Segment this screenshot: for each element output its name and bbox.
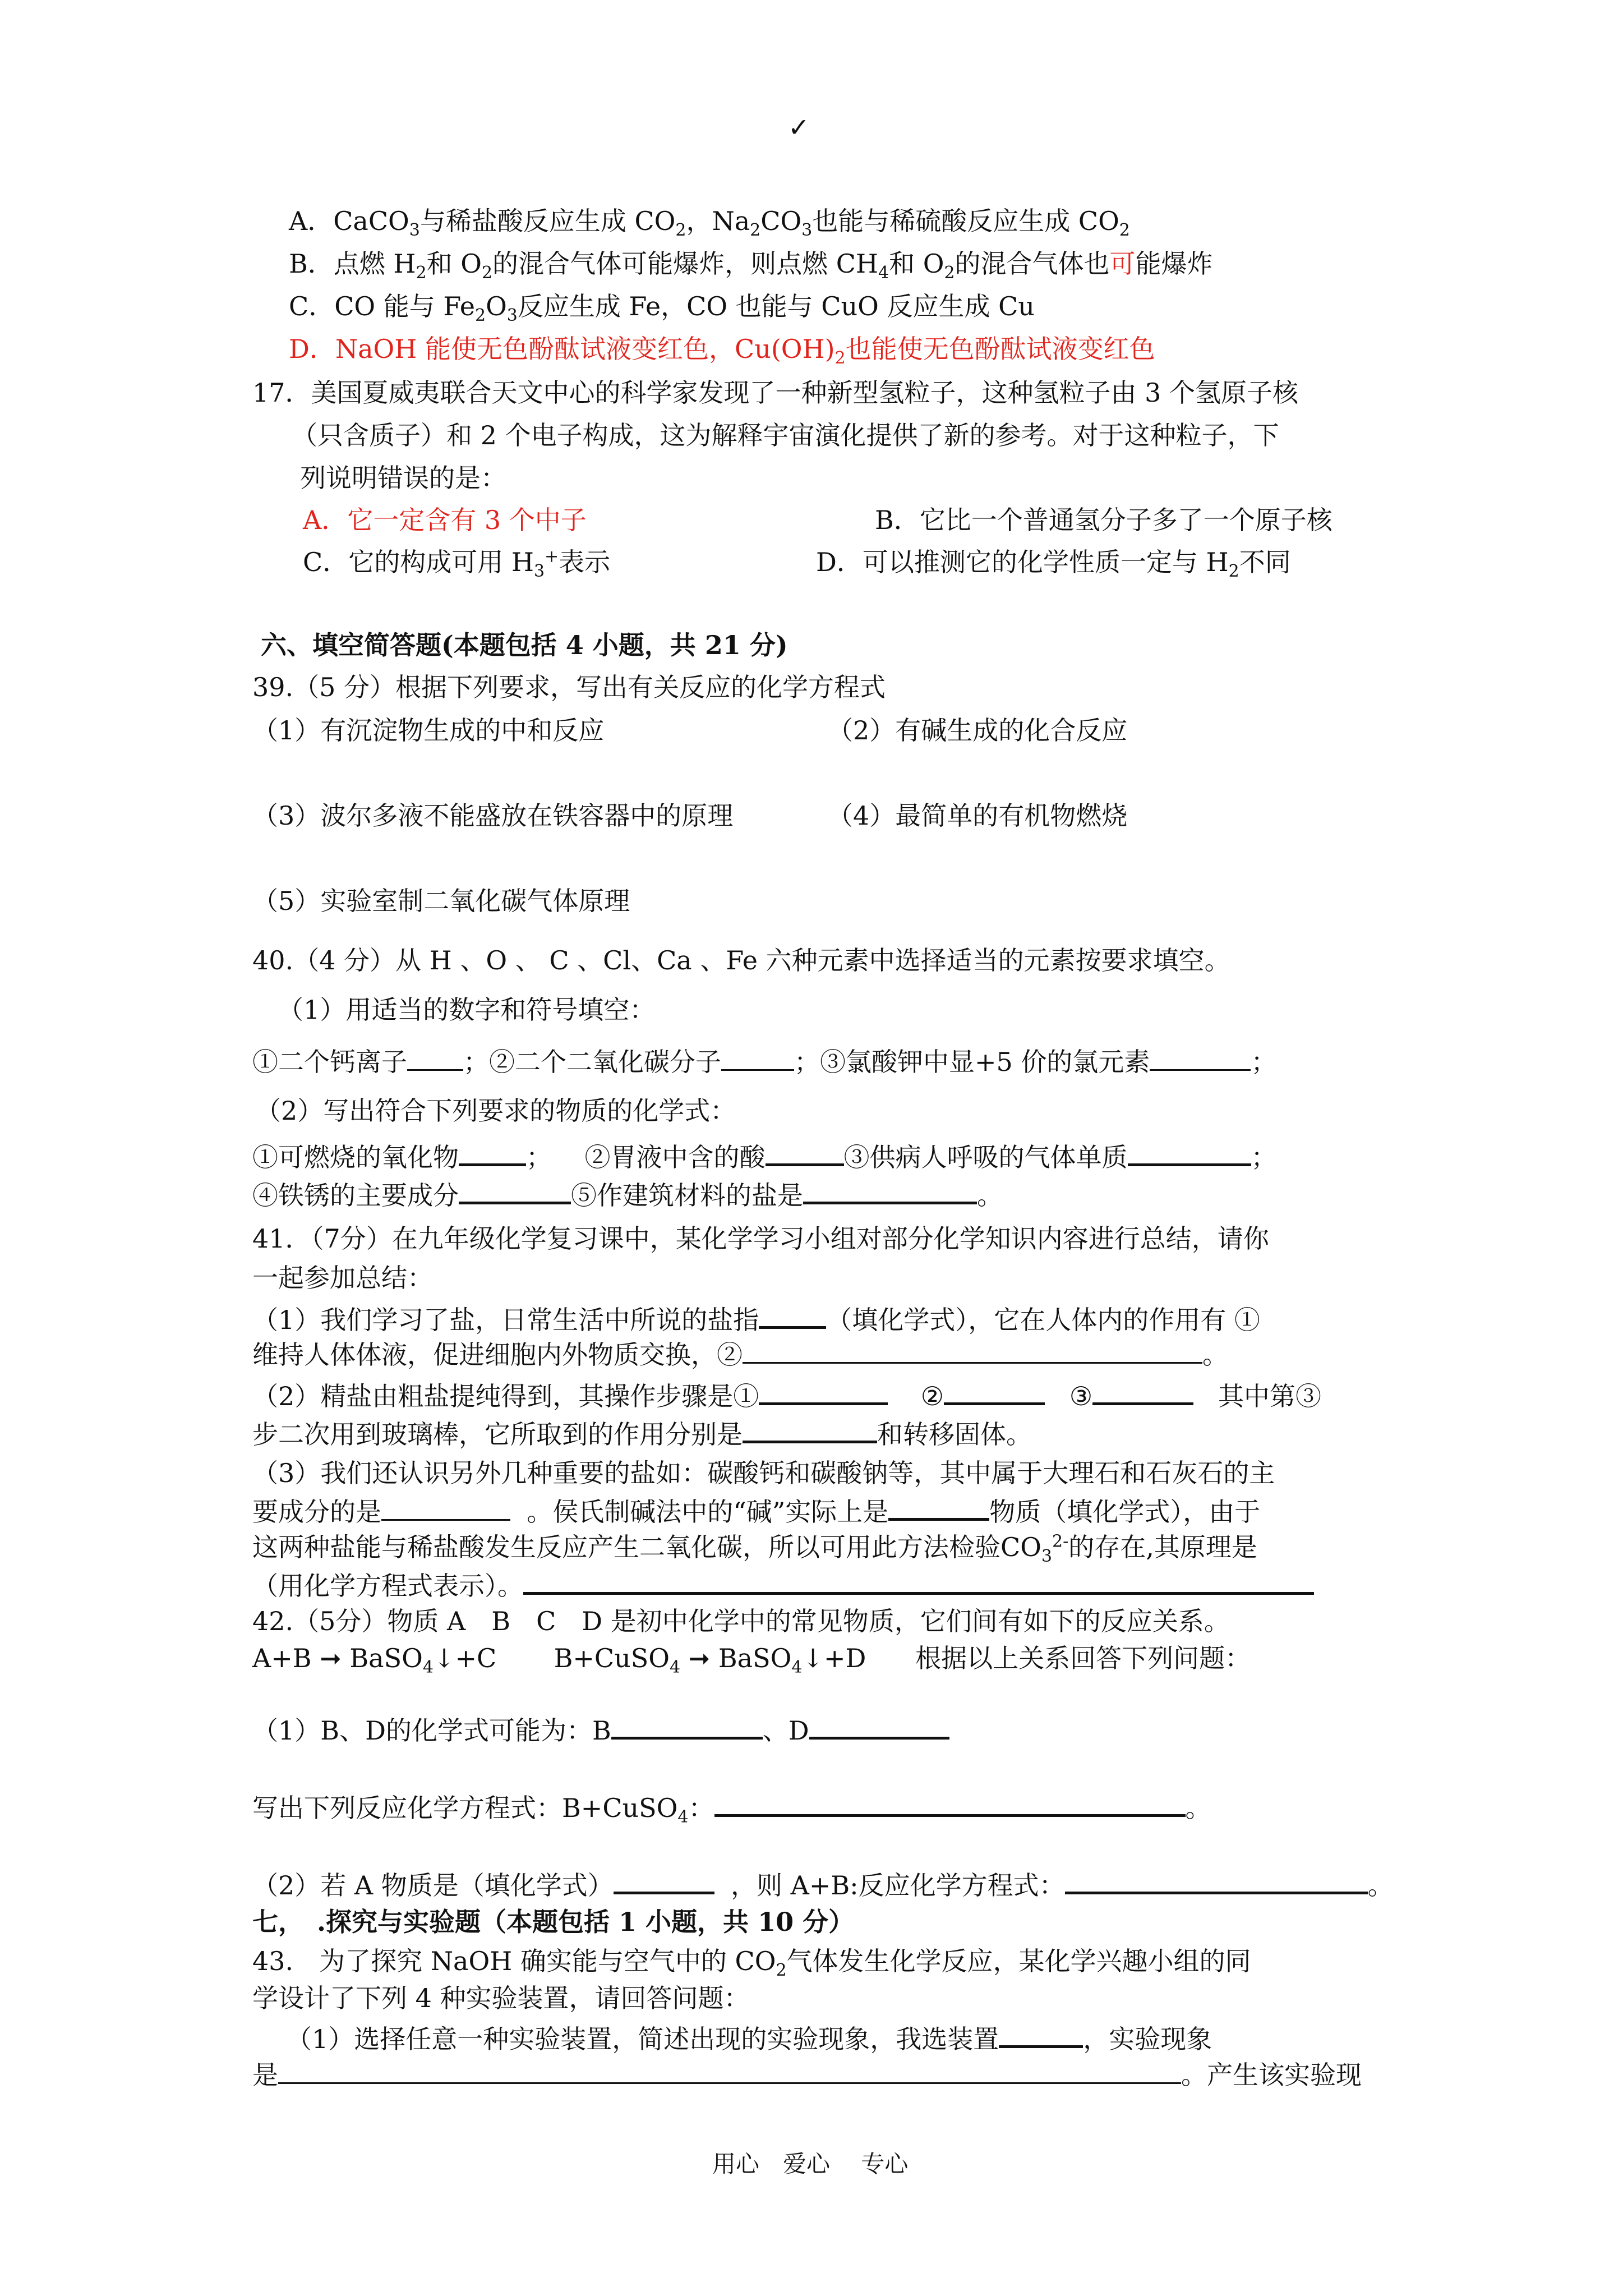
q41-stem-2: 一起参加总结：	[252, 1263, 433, 1293]
q16-option-d: D．NaOH 能使无色酚酞试液变红色，$Cu(OH)_2$也能使无色酚酞试液变红色	[289, 334, 1155, 369]
q39-part-5: （5）实验室制二氧化碳气体原理	[252, 886, 630, 916]
q40-sub-1: （1）用适当的数字和符号填空：	[278, 995, 656, 1025]
q42-part-2: （2）若 A 物质是（填化学式） ，则 A+B:反应化学方程式： 。	[252, 1867, 1394, 1902]
page-footer: 用心 爱心 专心	[712, 2150, 909, 2178]
q39-part-1: （1）有沉淀物生成的中和反应	[252, 715, 605, 746]
q41-part-3b: 要成分的是 。侯氏制碱法中的“碱”实际上是 物质（填化学式），由于	[252, 1493, 1260, 1529]
answer-blank[interactable]	[803, 1177, 977, 1204]
answer-blank[interactable]	[999, 2021, 1083, 2048]
q43-line-2: 学设计了下列 4 种实验装置，请回答问题：	[252, 1983, 750, 2013]
answer-blank[interactable]	[614, 1867, 714, 1894]
answer-blank[interactable]	[809, 1712, 949, 1740]
q43-line-3: （1）选择任意一种实验装置，简述出现的实验现象，我选装置 ，实验现象	[286, 2021, 1212, 2056]
q41-part-1a: （1）我们学习了盐，日常生活中所说的盐指 （填化学式），它在人体内的作用有 ①	[252, 1301, 1260, 1337]
answer-blank[interactable]	[944, 1378, 1045, 1405]
section-6-heading: 六、填空简答题(本题包括 4 小题，共 21 分)	[261, 630, 788, 660]
answer-blank[interactable]	[743, 1337, 1202, 1364]
q42-stem: 42.（5分）物质 A B C D 是初中化学中的常见物质，它们间有如下的反应关系。	[252, 1606, 1230, 1636]
q17-option-d: D．可以推测它的化学性质一定与 $H_2$不同	[816, 547, 1291, 582]
q16-option-b: B．点燃 $H_2$和 $O_2$的混合气体可能爆炸，则点燃 $CH_4$和 $O_2$的混合气体也可能爆炸	[289, 249, 1213, 283]
q41-stem-1: 41．（7分）在九年级化学复习课中，某化学学习小组对部分化学知识内容进行总结，请你	[252, 1223, 1269, 1254]
answer-blank[interactable]	[1092, 1378, 1193, 1405]
q17-option-b: B．它比一个普通氢分子多了一个原子核	[875, 505, 1332, 535]
answer-blank[interactable]	[743, 1416, 877, 1443]
answer-blank[interactable]	[888, 1493, 989, 1521]
q17-stem-2: （只含质子）和 2 个电子构成，这为解释宇宙演化提供了新的参考。对于这种粒子，下	[292, 420, 1279, 450]
answer-blank[interactable]	[759, 1301, 826, 1329]
check-mark: ✓	[788, 112, 810, 142]
answer-blank[interactable]	[459, 1139, 526, 1166]
q41-part-3a: （3）我们还认识另外几种重要的盐如：碳酸钙和碳酸钠等，其中属于大理石和石灰石的主	[252, 1458, 1275, 1488]
q16-option-a: A．CaCO$_3$与稀盐酸反应生成 $CO_2$，$Na_2CO_3$也能与稀硫酸反应生成 $CO_2$	[289, 206, 1130, 241]
section-7-heading: 七， .探究与实验题（本题包括 1 小题，共 10 分）	[252, 1907, 855, 1937]
answer-blank[interactable]	[1150, 1045, 1251, 1071]
q16-option-c: C．CO 能与 $Fe_2O_3$反应生成 Fe，CO 也能与 CuO 反应生成 Cu	[289, 291, 1035, 326]
q17-option-c: C．它的构成可用 $H_3^+$表示	[303, 546, 611, 582]
q40-sub-2: （2）写出符合下列要求的物质的化学式：	[255, 1096, 736, 1126]
q40-line-3: ④铁锈的主要成分 ⑤作建筑材料的盐是 。	[252, 1177, 1003, 1212]
q39-part-4: （4）最简单的有机物燃烧	[827, 800, 1128, 831]
q39-part-3: （3）波尔多液不能盛放在铁容器中的原理	[252, 800, 734, 831]
answer-blank[interactable]	[407, 1045, 463, 1071]
answer-blank[interactable]	[766, 1139, 844, 1166]
q43-line-4: 是 。产生该实验现	[252, 2058, 1362, 2092]
q42-reactions: A+B ➞ BaSO$_4$↓+C B+CuSO$_4$ ➞ BaSO$_4$↓+D 根据以上关系回答下列问题：	[252, 1643, 1251, 1678]
q41-part-3c: 这两种盐能与稀盐酸发生反应产生二氧化碳，所以可用此方法检验$CO_3^{2-}$的存在,其原理是	[252, 1531, 1257, 1567]
answer-blank[interactable]	[523, 1567, 1314, 1595]
answer-blank[interactable]	[278, 2058, 1181, 2084]
answer-blank[interactable]	[759, 1378, 888, 1405]
answer-blank[interactable]	[459, 1177, 571, 1204]
q42-equation-line: 写出下列反应化学方程式：B+CuSO$_4$： 。	[252, 1789, 1211, 1825]
q41-part-2b: 步二次用到玻璃棒，它所取到的作用分别是 和转移固体。	[252, 1416, 1032, 1451]
answer-blank[interactable]	[721, 1045, 794, 1071]
answer-blank[interactable]	[381, 1494, 510, 1521]
q41-part-2a: （2）精盐由粗盐提纯得到，其操作步骤是① ② ③ 其中第③	[252, 1378, 1321, 1413]
q41-part-3d: （用化学方程式表示）。	[252, 1567, 1314, 1603]
q17-option-a: A．它一定含有 3 个中子	[303, 505, 587, 535]
q17-stem-3: 列说明错误的是：	[300, 463, 506, 493]
q40-line-1: ①二个钙离子 ；②二个二氧化碳分子 ；③氯酸钾中显+5 价的氯元素 ；	[252, 1045, 1276, 1079]
q17-stem-1: 17．美国夏威夷联合天文中心的科学家发现了一种新型氢粒子，这种氢粒子由 3 个氢原子核	[252, 378, 1299, 408]
answer-blank[interactable]	[1128, 1139, 1251, 1166]
q40-line-2: ①可燃烧的氧化物 ； ②胃液中含的酸 ③供病人呼吸的气体单质 ；	[252, 1139, 1277, 1174]
answer-blank[interactable]	[611, 1712, 763, 1740]
q42-part-1: （1）B、D的化学式可能为：B 、D	[252, 1712, 949, 1747]
q39-stem: 39.（5 分）根据下列要求，写出有关反应的化学方程式	[252, 672, 886, 702]
q39-part-2: （2）有碱生成的化合反应	[827, 715, 1128, 746]
answer-blank[interactable]	[1065, 1867, 1368, 1894]
q41-part-1b: 维持人体体液，促进细胞内外物质交换，② 。	[252, 1337, 1228, 1372]
q43-line-1: 43. 为了探究 NaOH 确实能与空气中的 $CO_2$气体发生化学反应，某化学兴趣小组的同	[252, 1946, 1251, 1981]
answer-blank[interactable]	[714, 1789, 1186, 1817]
q40-stem: 40.（4 分）从 H 、O 、 C 、Cl、Ca 、Fe 六种元素中选择适当的元素按要求填空。	[252, 945, 1230, 976]
